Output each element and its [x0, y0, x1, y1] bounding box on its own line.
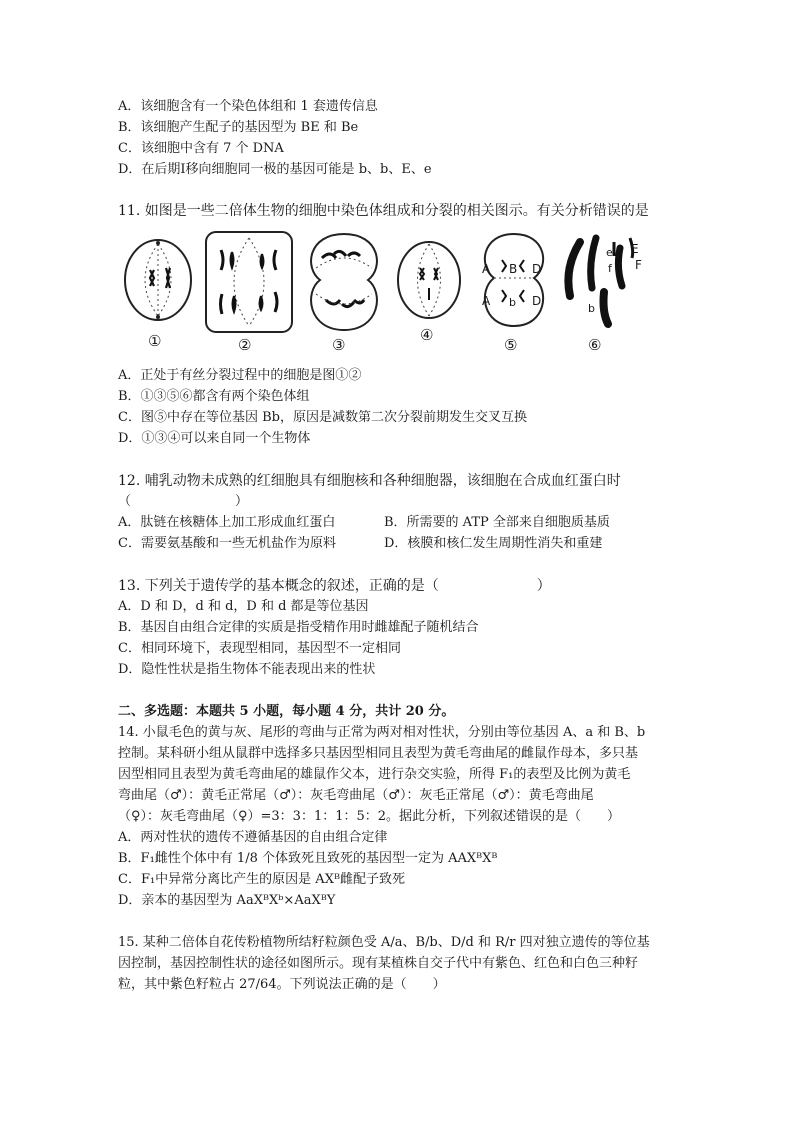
- q12-option-d: D．核膜和核仁发生周期性消失和重建: [384, 536, 603, 551]
- figure-label-2: ②: [238, 336, 252, 354]
- q11-option-d: D．①③④可以来自同一个生物体: [118, 431, 311, 446]
- q15-stem-line: 粒，其中紫色籽粒占 27/64。下列说法正确的是（ ）: [118, 977, 446, 992]
- gene-label: f: [608, 262, 612, 275]
- cell-figure-3: [302, 228, 386, 336]
- gene-label: F: [635, 258, 642, 272]
- figure-label-5: ⑤: [504, 336, 518, 354]
- q11-stem: 11. 如图是一些二倍体生物的细胞中染色体组成和分裂的相关图示。有关分析错误的是: [118, 203, 649, 219]
- q15-stem-line: 因控制，基因控制性状的途径如图所示。现有某植株自交子代中有紫色、红色和白色三种籽: [118, 956, 639, 971]
- gene-label: A: [482, 262, 491, 276]
- figure-label-4: ④: [420, 326, 434, 344]
- q11-figure-row: [118, 228, 678, 360]
- q14-option-b: B．F₁雌性个体中有 1/8 个体致死且致死的基因型一定为 AAXᴮXᴮ: [118, 851, 498, 866]
- gene-label: A: [482, 294, 491, 308]
- figure-label-6: ⑥: [588, 336, 602, 354]
- gene-label: E: [631, 242, 639, 256]
- q10-option-c: C．该细胞中含有 7 个 DNA: [118, 141, 284, 156]
- q14-stem-line: 弯曲尾（♂）：黄毛正常尾（♂）：灰毛弯曲尾（♂）：灰毛正常尾（♂）：黄毛弯曲尾: [118, 788, 594, 803]
- cell-figure-6: [558, 228, 658, 332]
- q11-option-c: C．图⑤中存在等位基因 Bb，原因是减数第二次分裂前期发生交叉互换: [118, 410, 527, 425]
- q12-option-b: B．所需要的 ATP 全部来自细胞质基质: [384, 515, 610, 530]
- cell-figure-4: [394, 238, 464, 322]
- q13-option-c: C．相同环境下，表现型相同，基因型不一定相同: [118, 641, 401, 656]
- gene-label: D: [532, 294, 542, 308]
- q14-stem-line: 因型相同且表型为黄毛弯曲尾的雄鼠作父本，进行杂交实验，所得 F₁的表型及比例为黄毛: [118, 767, 631, 782]
- q10-option-a: A．该细胞含有一个染色体组和 1 套遗传信息: [118, 99, 378, 114]
- figure-label-3: ③: [332, 336, 346, 354]
- gene-label: D: [532, 262, 542, 276]
- q11-option-b: B．①③⑤⑥都含有两个染色体组: [118, 389, 310, 404]
- gene-label: e: [606, 246, 613, 259]
- q14-option-a: A．两对性状的遗传不遵循基因的自由组合定律: [118, 830, 388, 845]
- q14-stem-line: 控制。某科研小组从鼠群中选择多只基因型相同且表型为黄毛弯曲尾的雌鼠作母本，多只基: [118, 746, 639, 761]
- q11-option-a: A．正处于有丝分裂过程中的细胞是图①②: [118, 368, 362, 383]
- q14-option-c: C．F₁中异常分离比产生的原因是 AXᴮ雌配子致死: [118, 872, 405, 887]
- q12-answer-blank: （ ）: [118, 494, 249, 509]
- q12-stem: 12. 哺乳动物未成熟的红细胞具有细胞核和各种细胞器，该细胞在合成血红蛋白时: [118, 473, 621, 489]
- q14-stem-line: （♀）：灰毛弯曲尾（♀）=3：3：1：1：5：2。据此分析，下列叙述错误的是（ ）: [118, 809, 621, 824]
- cell-figure-5: [478, 230, 550, 330]
- q13-stem: 13. 下列关于遗传学的基本概念的叙述，正确的是（ ）: [118, 578, 551, 594]
- q10-option-d: D．在后期Ⅰ移向细胞同一极的基因可能是 b、b、E、e: [118, 162, 432, 177]
- gene-label: B: [509, 262, 518, 276]
- q12-option-c: C．需要氨基酸和一些无机盐作为原料: [118, 536, 336, 551]
- q10-option-b: B．该细胞产生配子的基因型为 BE 和 Be: [118, 120, 359, 135]
- q12-option-a: A．肽链在核糖体上加工形成血红蛋白: [118, 515, 336, 530]
- gene-label: b: [588, 302, 595, 315]
- cell-figure-2: [204, 228, 294, 336]
- gene-label: b: [509, 296, 516, 309]
- figure-label-1: ①: [148, 332, 162, 350]
- q13-option-b: B．基因自由组合定律的实质是指受精作用时雌雄配子随机结合: [118, 620, 479, 635]
- q13-option-d: D．隐性性状是指生物体不能表现出来的性状: [118, 662, 376, 677]
- q14-option-d: D．亲本的基因型为 AaXᴮXᵇ×AaXᴮY: [118, 893, 336, 908]
- cell-figure-1: [122, 228, 194, 332]
- q13-option-a: A．D 和 D，d 和 d，D 和 d 都是等位基因: [118, 599, 369, 614]
- q15-stem-line: 15. 某种二倍体自花传粉植物所结籽粒颜色受 A/a、B/b、D/d 和 R/r 四对独立遗传的等位基: [118, 935, 650, 950]
- q14-stem-line: 14. 小鼠毛色的黄与灰、尾形的弯曲与正常为两对相对性状，分别由等位基因 A、a 和 B、b: [118, 725, 646, 740]
- section-heading: 二、多选题：本题共 5 小题，每小题 4 分，共计 20 分。: [118, 704, 455, 719]
